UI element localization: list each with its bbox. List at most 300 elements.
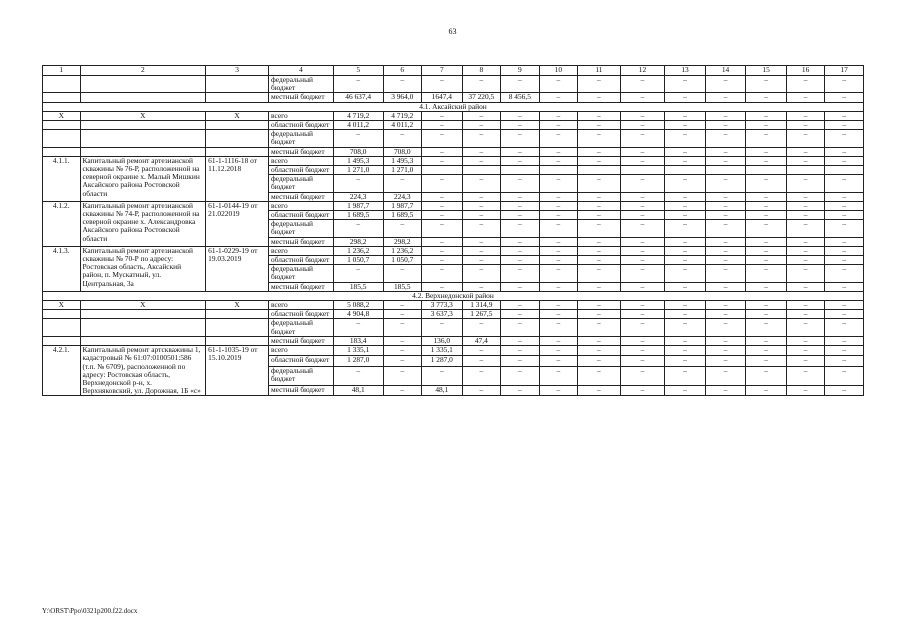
value-cell: –: [422, 130, 463, 147]
value-cell: –: [620, 336, 665, 345]
value-cell: –: [539, 192, 578, 201]
value-cell: –: [746, 121, 787, 130]
value-cell: –: [786, 366, 825, 385]
value-cell: –: [578, 76, 621, 93]
value-cell: –: [422, 246, 463, 255]
value-cell: –: [578, 147, 621, 156]
value-cell: –: [620, 156, 665, 165]
value-cell: –: [501, 156, 540, 165]
value-cell: –: [746, 386, 787, 396]
value-cell: –: [705, 220, 746, 237]
value-cell: –: [620, 201, 665, 210]
value-cell: –: [665, 256, 706, 265]
value-cell: –: [786, 220, 825, 237]
value-cell: –: [578, 175, 621, 192]
value-cell: –: [620, 192, 665, 201]
value-cell: –: [825, 319, 864, 336]
item-contract: 61-1-1116-18 от 11.12.2018: [206, 156, 269, 201]
value-cell: 1 987,7: [383, 201, 422, 210]
value-cell: –: [501, 121, 540, 130]
value-cell: –: [620, 211, 665, 220]
header-cell: 16: [786, 66, 825, 76]
item-number: [43, 130, 81, 147]
budget-kind: федеральный бюджет: [269, 76, 334, 93]
value-cell: –: [578, 265, 621, 282]
value-cell: –: [825, 256, 864, 265]
value-cell: –: [786, 356, 825, 366]
item-contract: 61-1-0144-19 от 21.022019: [206, 201, 269, 246]
value-cell: 1 267,5: [462, 310, 501, 319]
value-cell: 4 719,2: [333, 111, 383, 120]
value-cell: –: [825, 76, 864, 93]
value-cell: –: [462, 175, 501, 192]
value-cell: 1 689,5: [383, 211, 422, 220]
value-cell: –: [462, 201, 501, 210]
budget-kind: местный бюджет: [269, 192, 334, 201]
value-cell: –: [462, 211, 501, 220]
budget-kind: местный бюджет: [269, 93, 334, 102]
value-cell: –: [462, 319, 501, 336]
budget-kind: местный бюджет: [269, 147, 334, 156]
value-cell: 1 287,0: [333, 356, 383, 366]
budget-kind: всего: [269, 346, 334, 356]
budget-kind: всего: [269, 111, 334, 120]
value-cell: [501, 166, 540, 175]
section-row: [43, 102, 864, 111]
value-cell: 3 773,3: [422, 301, 463, 310]
value-cell: –: [786, 336, 825, 345]
value-cell: –: [333, 76, 383, 93]
header-cell: 5: [333, 66, 383, 76]
table-row: [43, 310, 864, 319]
item-number: 4.1.3.: [43, 246, 81, 291]
value-cell: –: [539, 346, 578, 356]
value-cell: –: [705, 301, 746, 310]
value-cell: 4 011,2: [383, 121, 422, 130]
value-cell: –: [462, 356, 501, 366]
header-cell: 2: [80, 66, 206, 76]
value-cell: –: [825, 147, 864, 156]
value-cell: –: [620, 111, 665, 120]
item-number: [43, 319, 81, 336]
item-number: [43, 310, 81, 319]
header-cell: 7: [422, 66, 463, 76]
value-cell: –: [746, 76, 787, 93]
value-cell: –: [578, 319, 621, 336]
value-cell: –: [539, 76, 578, 93]
value-cell: –: [665, 147, 706, 156]
value-cell: –: [705, 282, 746, 291]
value-cell: –: [786, 319, 825, 336]
value-cell: –: [462, 282, 501, 291]
value-cell: –: [620, 356, 665, 366]
value-cell: –: [539, 336, 578, 345]
value-cell: –: [578, 336, 621, 345]
item-number: [43, 76, 81, 93]
value-cell: –: [786, 93, 825, 102]
value-cell: –: [786, 301, 825, 310]
budget-kind: областной бюджет: [269, 121, 334, 130]
value-cell: –: [705, 76, 746, 93]
value-cell: –: [665, 265, 706, 282]
value-cell: –: [746, 366, 787, 385]
value-cell: 224,3: [383, 192, 422, 201]
value-cell: –: [501, 76, 540, 93]
value-cell: –: [746, 356, 787, 366]
value-cell: –: [422, 211, 463, 220]
item-number: [43, 336, 81, 345]
value-cell: –: [422, 256, 463, 265]
value-cell: –: [786, 147, 825, 156]
value-cell: –: [333, 130, 383, 147]
value-cell: 1 314,9: [462, 301, 501, 310]
value-cell: –: [620, 386, 665, 396]
value-cell: –: [383, 386, 422, 396]
value-cell: 185,5: [333, 282, 383, 291]
value-cell: –: [578, 356, 621, 366]
value-cell: –: [501, 310, 540, 319]
value-cell: –: [501, 246, 540, 255]
value-cell: –: [422, 201, 463, 210]
value-cell: –: [422, 192, 463, 201]
value-cell: –: [665, 175, 706, 192]
value-cell: –: [539, 256, 578, 265]
budget-kind: областной бюджет: [269, 356, 334, 366]
item-contract: [206, 310, 269, 319]
value-cell: –: [501, 346, 540, 356]
value-cell: –: [786, 282, 825, 291]
value-cell: –: [786, 237, 825, 246]
value-cell: –: [665, 211, 706, 220]
value-cell: –: [620, 175, 665, 192]
value-cell: –: [539, 220, 578, 237]
value-cell: –: [825, 237, 864, 246]
value-cell: 46 637,4: [333, 93, 383, 102]
value-cell: –: [786, 386, 825, 396]
value-cell: –: [746, 346, 787, 356]
value-cell: –: [746, 211, 787, 220]
value-cell: –: [620, 130, 665, 147]
value-cell: –: [501, 130, 540, 147]
item-description: [80, 336, 206, 345]
value-cell: [825, 166, 864, 175]
item-contract: 61-1-1035-19 от 15.10.2019: [206, 346, 269, 396]
value-cell: –: [665, 237, 706, 246]
value-cell: 1 335,1: [422, 346, 463, 356]
value-cell: –: [422, 111, 463, 120]
value-cell: –: [501, 336, 540, 345]
item-number: 4.2.1.: [43, 346, 81, 396]
budget-table-wrapper: [42, 65, 864, 396]
item-contract: [206, 76, 269, 93]
value-cell: –: [825, 301, 864, 310]
value-cell: –: [462, 220, 501, 237]
value-cell: 1 495,3: [383, 156, 422, 165]
value-cell: –: [786, 111, 825, 120]
item-description: Капитальный ремонт артскважины 1, кадастровый № 61:07:0100501:586 (т.п. № 6709), расположенной по адресу: Ростовская область, Верхнедонской р-н, х. Верхняковский, ул. Дорожная, 1Б «с»: [80, 346, 206, 396]
value-cell: –: [620, 346, 665, 356]
item-number: [43, 121, 81, 130]
item-description: [80, 130, 206, 147]
value-cell: –: [786, 310, 825, 319]
value-cell: –: [578, 121, 621, 130]
value-cell: 136,0: [422, 336, 463, 345]
value-cell: –: [705, 256, 746, 265]
value-cell: –: [825, 386, 864, 396]
value-cell: –: [620, 282, 665, 291]
header-cell: 14: [705, 66, 746, 76]
item-contract: [206, 121, 269, 130]
value-cell: –: [825, 310, 864, 319]
value-cell: 224,3: [333, 192, 383, 201]
budget-kind: федеральный бюджет: [269, 366, 334, 385]
item-description: [80, 121, 206, 130]
value-cell: –: [383, 76, 422, 93]
item-contract: [206, 336, 269, 345]
value-cell: –: [578, 310, 621, 319]
header-cell: 13: [665, 66, 706, 76]
value-cell: –: [825, 175, 864, 192]
value-cell: –: [705, 201, 746, 210]
item-description: Х: [80, 111, 206, 120]
budget-kind: федеральный бюджет: [269, 319, 334, 336]
value-cell: –: [578, 282, 621, 291]
table-row: [43, 346, 864, 356]
value-cell: –: [501, 237, 540, 246]
budget-kind: местный бюджет: [269, 237, 334, 246]
value-cell: –: [746, 336, 787, 345]
value-cell: –: [665, 76, 706, 93]
value-cell: –: [825, 192, 864, 201]
value-cell: 1 236,2: [333, 246, 383, 255]
value-cell: –: [501, 220, 540, 237]
value-cell: –: [539, 319, 578, 336]
value-cell: –: [462, 246, 501, 255]
item-number: [43, 93, 81, 102]
value-cell: 1 271,0: [383, 166, 422, 175]
value-cell: –: [620, 301, 665, 310]
value-cell: –: [539, 265, 578, 282]
value-cell: –: [501, 319, 540, 336]
value-cell: –: [422, 319, 463, 336]
header-cell: 8: [462, 66, 501, 76]
value-cell: –: [746, 201, 787, 210]
value-cell: –: [746, 265, 787, 282]
header-cell: 9: [501, 66, 540, 76]
value-cell: 1 236,2: [383, 246, 422, 255]
item-description: Капитальный ремонт артезианской скважины № 76-Р, расположенной на северной окраине х. Малый Мишкин Аксайского района Ростовской области: [80, 156, 206, 201]
value-cell: –: [665, 310, 706, 319]
value-cell: –: [746, 147, 787, 156]
value-cell: –: [422, 265, 463, 282]
value-cell: –: [705, 147, 746, 156]
item-number: Х: [43, 301, 81, 310]
value-cell: –: [578, 346, 621, 356]
value-cell: –: [501, 175, 540, 192]
value-cell: –: [462, 256, 501, 265]
value-cell: –: [578, 111, 621, 120]
header-cell: 1: [43, 66, 81, 76]
value-cell: –: [665, 111, 706, 120]
value-cell: –: [705, 175, 746, 192]
value-cell: –: [383, 220, 422, 237]
value-cell: –: [705, 346, 746, 356]
table-row: [43, 246, 864, 255]
value-cell: 298,2: [383, 237, 422, 246]
value-cell: –: [539, 237, 578, 246]
item-contract: [206, 147, 269, 156]
value-cell: –: [665, 93, 706, 102]
value-cell: –: [462, 192, 501, 201]
value-cell: –: [665, 346, 706, 356]
header-cell: 11: [578, 66, 621, 76]
value-cell: –: [333, 175, 383, 192]
value-cell: 47,4: [462, 336, 501, 345]
value-cell: –: [825, 220, 864, 237]
value-cell: [620, 166, 665, 175]
value-cell: –: [705, 192, 746, 201]
budget-kind: всего: [269, 201, 334, 210]
value-cell: –: [501, 301, 540, 310]
item-description: Капитальный ремонт артезианской скважины № 74-Р, расположенной на северной окраине х. Александровка Аксайского района Ростовской области: [80, 201, 206, 246]
value-cell: –: [825, 156, 864, 165]
value-cell: –: [746, 156, 787, 165]
value-cell: 185,5: [383, 282, 422, 291]
budget-kind: федеральный бюджет: [269, 130, 334, 147]
value-cell: –: [620, 256, 665, 265]
item-contract: [206, 93, 269, 102]
value-cell: –: [665, 130, 706, 147]
value-cell: –: [705, 156, 746, 165]
budget-kind: областной бюджет: [269, 166, 334, 175]
value-cell: –: [665, 192, 706, 201]
value-cell: –: [665, 319, 706, 336]
value-cell: –: [746, 93, 787, 102]
value-cell: –: [746, 246, 787, 255]
item-description: [80, 93, 206, 102]
header-cell: 10: [539, 66, 578, 76]
table-row: [43, 76, 864, 93]
value-cell: –: [422, 366, 463, 385]
table-row: [43, 201, 864, 210]
value-cell: –: [383, 301, 422, 310]
value-cell: –: [578, 256, 621, 265]
header-row: [43, 66, 864, 76]
value-cell: –: [501, 386, 540, 396]
value-cell: –: [501, 211, 540, 220]
value-cell: –: [539, 93, 578, 102]
value-cell: –: [539, 175, 578, 192]
item-number: 4.1.2.: [43, 201, 81, 246]
value-cell: –: [786, 346, 825, 356]
value-cell: –: [501, 282, 540, 291]
value-cell: –: [786, 121, 825, 130]
item-number: [43, 147, 81, 156]
value-cell: –: [825, 265, 864, 282]
value-cell: –: [705, 111, 746, 120]
value-cell: –: [501, 265, 540, 282]
value-cell: –: [825, 211, 864, 220]
value-cell: –: [705, 246, 746, 255]
item-contract: [206, 319, 269, 336]
value-cell: [786, 166, 825, 175]
value-cell: –: [578, 201, 621, 210]
value-cell: –: [462, 346, 501, 356]
item-description: Капитальный ремонт артезианской скважины № 70-Р по адресу: Ростовская область, Аксайский район, п. Мускатный, ул. Центральная, 3а: [80, 246, 206, 291]
value-cell: –: [705, 356, 746, 366]
value-cell: –: [825, 130, 864, 147]
value-cell: –: [705, 336, 746, 345]
value-cell: –: [705, 386, 746, 396]
value-cell: –: [665, 156, 706, 165]
item-description: [80, 76, 206, 93]
value-cell: –: [665, 336, 706, 345]
value-cell: –: [539, 310, 578, 319]
value-cell: 1 335,1: [333, 346, 383, 356]
value-cell: –: [620, 76, 665, 93]
value-cell: –: [825, 356, 864, 366]
table-row: [43, 301, 864, 310]
value-cell: –: [333, 319, 383, 336]
value-cell: –: [705, 130, 746, 147]
value-cell: 48,1: [333, 386, 383, 396]
value-cell: –: [539, 366, 578, 385]
value-cell: 1 689,5: [333, 211, 383, 220]
item-contract: Х: [206, 111, 269, 120]
budget-kind: всего: [269, 246, 334, 255]
page-number: 63: [448, 27, 457, 36]
value-cell: –: [539, 211, 578, 220]
value-cell: [705, 166, 746, 175]
value-cell: –: [705, 237, 746, 246]
value-cell: 1 271,0: [333, 166, 383, 175]
table-row: [43, 319, 864, 336]
budget-kind: федеральный бюджет: [269, 175, 334, 192]
value-cell: –: [539, 156, 578, 165]
table-body: [43, 76, 864, 396]
value-cell: –: [539, 301, 578, 310]
value-cell: –: [462, 265, 501, 282]
item-description: [80, 319, 206, 336]
header-cell: 12: [620, 66, 665, 76]
value-cell: –: [786, 192, 825, 201]
value-cell: –: [620, 147, 665, 156]
item-contract: 61-1-0229-19 от 19.03.2019: [206, 246, 269, 291]
budget-kind: местный бюджет: [269, 386, 334, 396]
header-cell: 6: [383, 66, 422, 76]
value-cell: 708,0: [383, 147, 422, 156]
value-cell: –: [539, 147, 578, 156]
value-cell: –: [333, 265, 383, 282]
value-cell: –: [578, 93, 621, 102]
value-cell: –: [825, 121, 864, 130]
value-cell: –: [462, 76, 501, 93]
value-cell: –: [383, 130, 422, 147]
item-description: [80, 310, 206, 319]
value-cell: –: [786, 211, 825, 220]
table-row: [43, 156, 864, 165]
value-cell: –: [746, 111, 787, 120]
item-contract: Х: [206, 301, 269, 310]
value-cell: 708,0: [333, 147, 383, 156]
value-cell: –: [422, 220, 463, 237]
value-cell: –: [501, 356, 540, 366]
value-cell: 1 987,7: [333, 201, 383, 210]
value-cell: [746, 166, 787, 175]
value-cell: [422, 166, 463, 175]
value-cell: –: [462, 237, 501, 246]
budget-kind: всего: [269, 156, 334, 165]
